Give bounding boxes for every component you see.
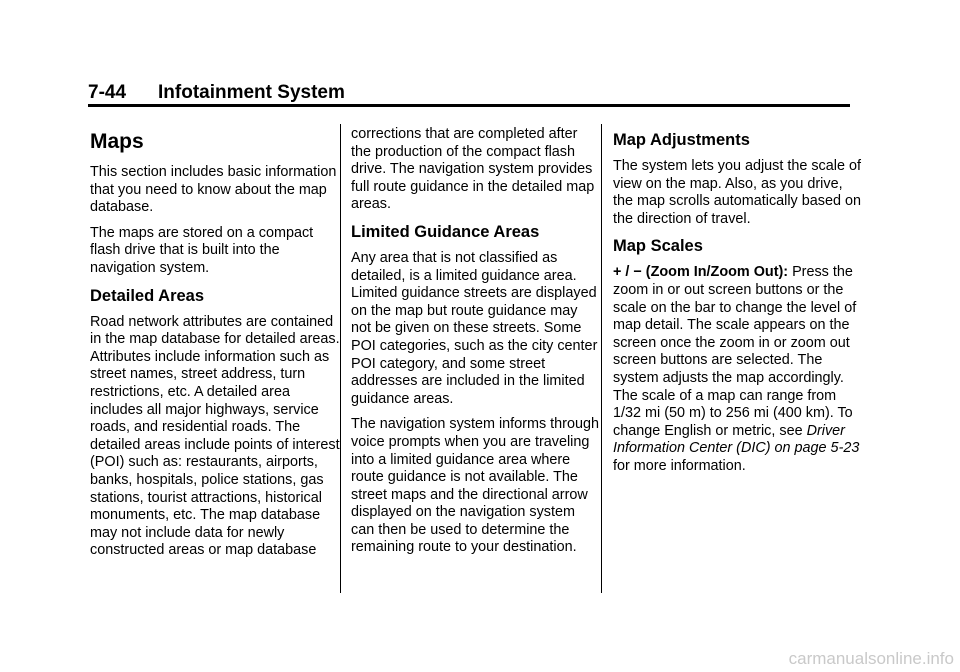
section-title: Infotainment System	[158, 82, 345, 103]
header-rule	[88, 104, 850, 107]
heading-limited-guidance: Limited Guidance Areas	[351, 222, 540, 241]
paragraph: The navigation system informs through voice prompts when you are traveling into a limited guidance area where route guidance is not available. The street maps and the directional arrow displayed on the navigation system can then be used to determine the remaining route to your destination.	[351, 416, 599, 556]
heading-map-adjustments: Map Adjustments	[613, 131, 750, 149]
paragraph: + / − (Zoom In/Zoom Out): Press the zoom in or out screen buttons or the scale on the bar to change the level of map detail. The scale appears on the screen once the zoom in or zoom out screen buttons are selected. The system adjusts the map accordingly. The scale of a map can range from 1/32 mi (50 m) to 256 mi (400 km). To change English or metric, see Driver Information Center (DIC) on page 5-23 for more information.	[613, 264, 860, 474]
column-divider-2	[601, 124, 602, 593]
paragraph: This section includes basic information that you need to know about the map database.	[90, 164, 337, 216]
page-title: Maps	[90, 130, 144, 153]
heading-detailed-areas: Detailed Areas	[90, 286, 205, 305]
column-divider-1	[340, 124, 341, 593]
page-header	[88, 80, 850, 106]
paragraph: The maps are stored on a compact flash drive that is built into the navigation system.	[90, 224, 314, 276]
paragraph: Road network attributes are contained in the map database for detailed areas. Attributes include information such as street names, street address, turn restrictions, etc. A detailed area includes all major highways, service roads, and residential roads. The detailed areas include points of interest (POI) such as: restaurants, airports, banks, hospitals, police stations, gas stations, tourist attractions, historical monuments, etc. The map database may not include data for newly constructed areas or map database	[90, 313, 340, 559]
paragraph: corrections that are completed after the production of the compact flash drive. The navigation system provides full route guidance in the detailed map areas.	[351, 126, 595, 213]
paragraph: The system lets you adjust the scale of view on the map. Also, as you drive, the map scrolls automatically based on the direction of travel.	[613, 158, 861, 227]
column-3	[613, 126, 863, 484]
column-1	[90, 124, 340, 568]
cross-reference-link[interactable]: Driver Information Center (DIC) on page 5-23	[613, 422, 860, 457]
heading-map-scales: Map Scales	[613, 237, 703, 256]
zoom-lead-label: + / − (Zoom In/Zoom Out):	[613, 264, 789, 281]
column-2	[351, 126, 599, 565]
page-number: 7-44	[88, 82, 127, 103]
paragraph: Any area that is not classified as detailed, is a limited guidance area. Limited guidance streets are displayed on the map but route guidance may not be given on these streets. Some POI categories, such as the city center POI category, and some street addresses are included in the limited guidance areas.	[351, 249, 598, 407]
watermark: carmanualsonline.info	[788, 649, 954, 668]
